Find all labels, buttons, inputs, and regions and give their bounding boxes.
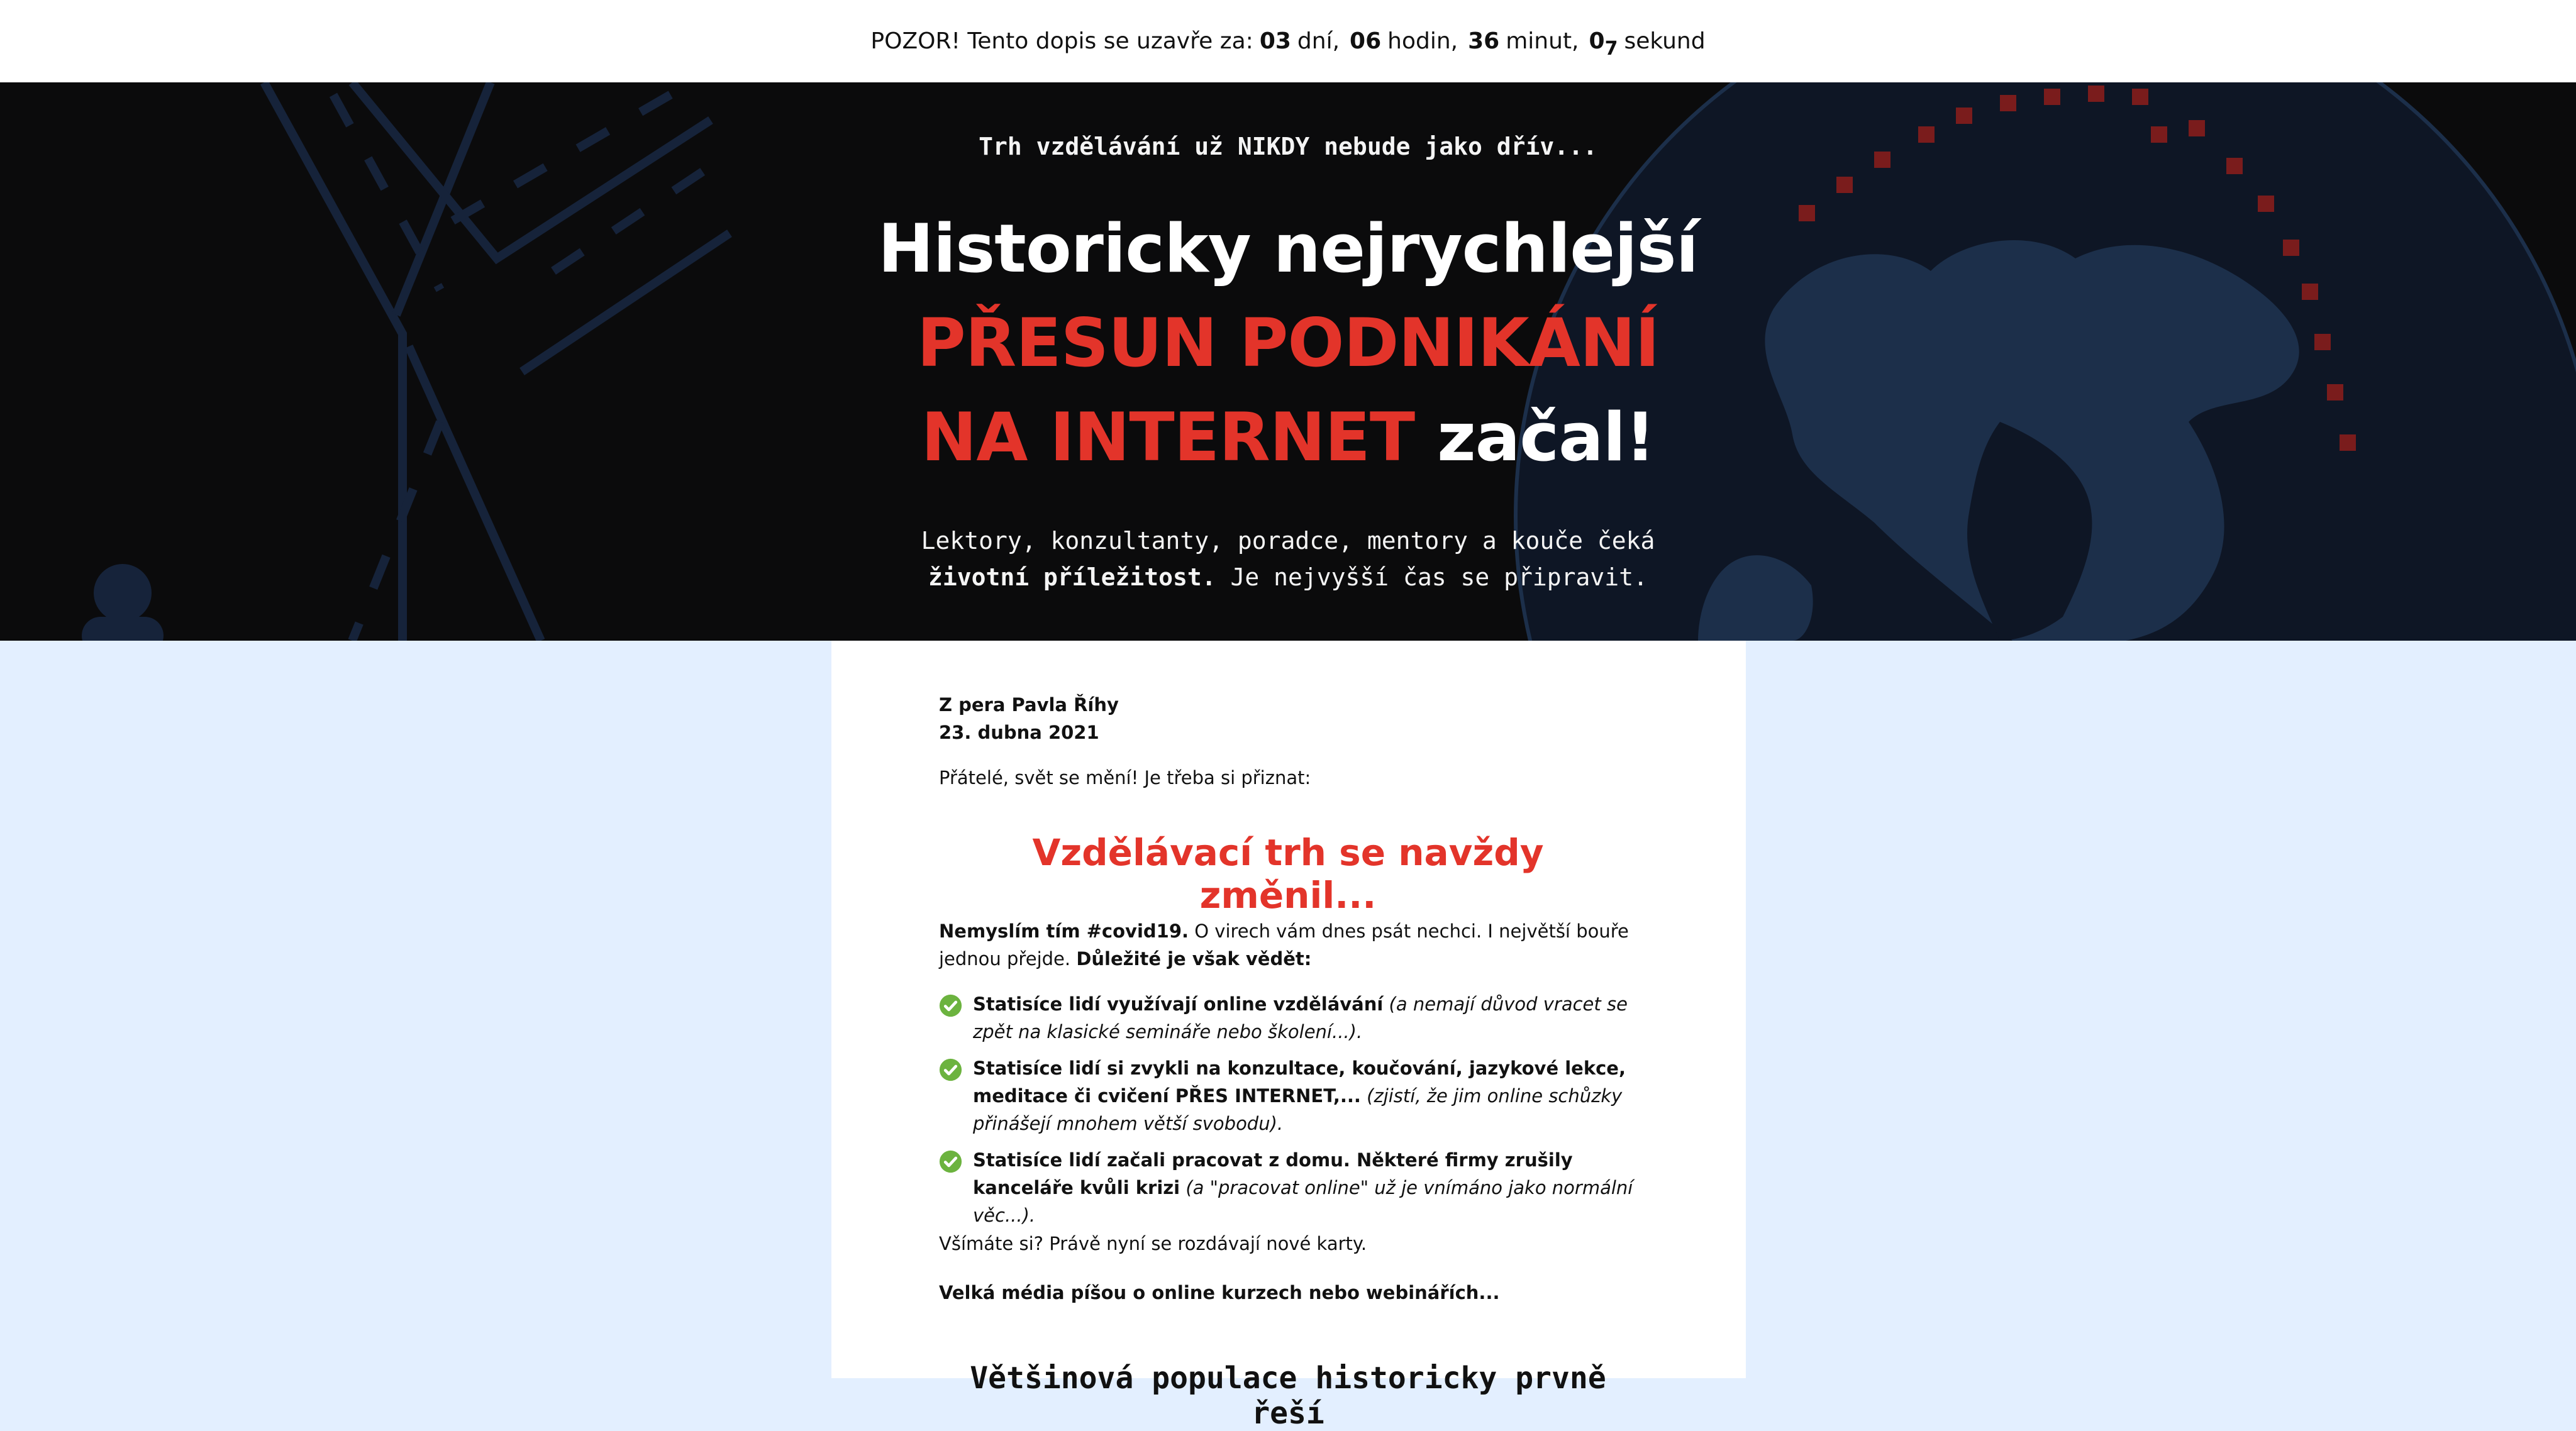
subline-bold: životní příležitost. [928,563,1216,591]
countdown-seconds-unit: sekund [1624,28,1706,54]
letter-paragraph-3: Všímáte si? Právě nyní se rozdávají nové karty. [939,1233,1367,1254]
list-item [939,1054,1643,1137]
headline-line-3 [0,390,2576,485]
hero-subline [0,522,2576,595]
letter-paragraph-2 [939,917,1643,973]
list-item [939,1146,1643,1229]
list-item-italic: (a "pracovat online" už je vnímáno jako normální věc...). [973,1177,1633,1226]
countdown-seconds: 0 [1589,28,1605,54]
benefit-list [939,990,1643,1238]
list-item-italic: (a nemají důvod vracet se zpět na klasické semináře nebo školení...). [973,993,1628,1042]
subline-rest: Je nejvyšší čas se připravit. [1230,563,1648,591]
hero-section [0,82,2576,641]
letter-paragraph-4: Velká média píšou o online kurzech nebo webinářích... [939,1282,1500,1303]
hero-tagline: Trh vzdělávání už NIKDY nebude jako dřív... [979,133,1597,160]
letter-meta [939,691,1119,746]
list-item-italic: (zjistí, že jim online schůzky přinášejí mnohem větší svobodu). [973,1085,1623,1134]
letter-panel [831,641,1746,1431]
p2-rest: O virech vám dnes psát nechci. I největší bouře jednou přejde. [939,920,1629,970]
headline-line-1: Historicky nejrychlejší [878,210,1698,287]
list-item [939,990,1643,1046]
letter-intro: Přátelé, svět se mění! Je třeba si přiznat: [939,767,1311,788]
check-circle-icon [939,1058,962,1081]
check-circle-icon [939,994,962,1017]
list-item-bold: Statisíce lidí začali pracovat z domu. Některé firmy zrušily kanceláře kvůli krizi [973,1149,1573,1198]
subline-line-1: Lektory, konzultanty, poradce, mentory a kouče čeká [921,527,1655,555]
headline-line-3-red: NA INTERNET [921,399,1415,476]
countdown-minutes-unit: minut, [1506,28,1579,54]
p2-bold-2: Důležité je však vědět: [1076,948,1312,970]
list-item-bold: Statisíce lidí využívají online vzdělávání [973,993,1384,1015]
countdown-prefix: POZOR! Tento dopis se uzavře za: [870,28,1253,54]
countdown-days-unit: dní, [1297,28,1340,54]
countdown-seconds-sub: 7 [1604,38,1618,60]
letter-author: Z pera Pavla Říhy [939,694,1119,716]
letter-date: 23. dubna 2021 [939,722,1099,743]
list-item-bold: Statisíce lidí si zvykli na konzultace, koučování, jazykové lekce, meditace či cvičení PŘES INTERNET,... [973,1058,1626,1107]
countdown-minutes: 36 [1468,28,1500,54]
headline-line-3-white: začal! [1437,399,1655,476]
letter-subheading: Většinová populace historicky prvně řeší [970,1361,1606,1431]
countdown-hours-unit: hodin, [1387,28,1458,54]
p2-bold: Nemyslím tím #covid19. [939,920,1189,942]
subline-line-2 [0,559,2576,595]
countdown-days: 03 [1259,28,1291,54]
check-circle-icon [939,1150,962,1173]
countdown-hours: 06 [1350,28,1382,54]
letter-heading: Vzdělávací trh se navždy změnil... [1032,831,1544,917]
hero-headline [0,202,2576,485]
headline-line-2: PŘESUN PODNIKÁNÍ [916,304,1660,382]
countdown-bar [0,0,2576,82]
